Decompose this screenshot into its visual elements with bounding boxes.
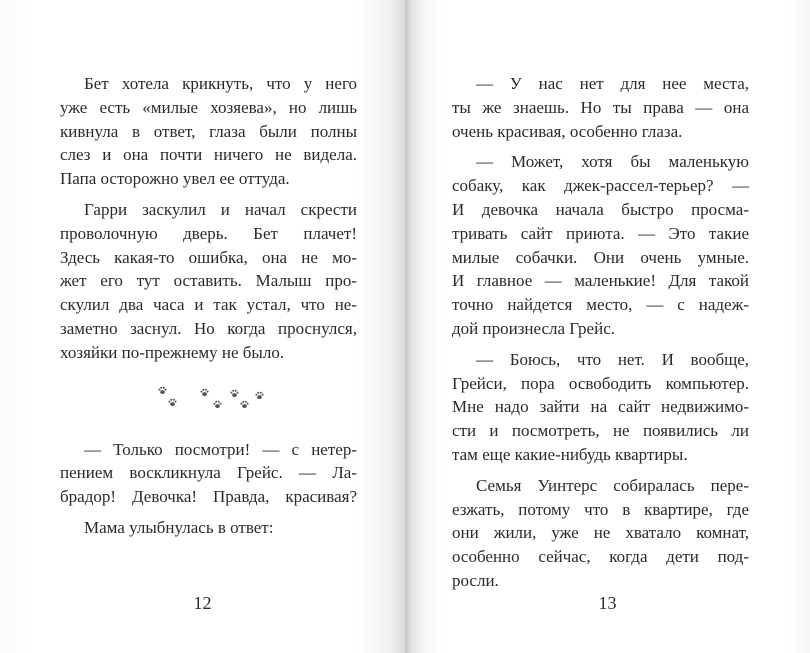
text-line: собаку, как джек-рассел-терьер? — [452, 176, 749, 196]
text-line: — Боюсь, что нет. И вообще, [476, 349, 749, 369]
text-line: пением воскликнула Грейс. — Ла- [60, 463, 357, 483]
text-line: — У нас нет для нее места, [476, 74, 749, 93]
text-line: Грейси, пора освободить компьютер. [452, 373, 749, 393]
text-line: милые собачки. Они очень умные. [452, 247, 749, 267]
text-line: — Только посмотри! — с нетер- [84, 439, 357, 459]
paw-print-icon [200, 382, 209, 391]
text-line: Здесь какая-то ошибка, она не мо- [60, 247, 357, 267]
text-line: заметно заснул. Но когда проснулся, [60, 318, 357, 338]
text-line: Семья Уинтерс собиралась пере- [476, 475, 749, 495]
paw-print-icon [240, 394, 249, 403]
text-line: дой произнесла Грейс. [452, 318, 615, 338]
text-line: тривать сайт приюта. — Это такие [452, 223, 749, 243]
page-number: 12 [193, 593, 212, 613]
paw-print-icon [168, 392, 177, 401]
paw-print-icon [213, 394, 222, 403]
paragraph [60, 198, 357, 365]
page-text [452, 72, 749, 600]
paragraph [60, 72, 357, 191]
paragraph [452, 72, 749, 143]
text-line: росли. [452, 570, 499, 590]
text-line: ты же знаешь. Но ты права — она [452, 97, 749, 117]
paw-print-icon [255, 385, 264, 394]
text-line: Бет хотела крикнуть, что у него [84, 74, 357, 93]
text-line: И главное — маленькие! Для такой [452, 271, 749, 291]
text-line: Папа осторожно увел ее оттуда. [60, 169, 290, 189]
text-line: очень красивая, особенно глаза. [452, 121, 683, 141]
page-text [60, 72, 357, 547]
paragraph [452, 474, 749, 593]
text-line: проволочную дверь. Бет плачет! [60, 223, 357, 243]
paragraph [60, 516, 357, 540]
paw-print-icon [158, 380, 167, 389]
text-line: кивнула в ответ, глаза были полны [60, 121, 357, 141]
text-line: точно найдется место, — с надеж- [452, 295, 749, 315]
text-line: особенно сейчас, когда дети под- [452, 547, 749, 567]
text-line: там еще какие-нибудь квартиры. [452, 444, 688, 464]
paragraph [452, 348, 749, 467]
page-number: 13 [598, 593, 617, 613]
text-line: жет его тут оставить. Малыш про- [60, 271, 357, 291]
text-line: — Может, хотя бы маленькую [476, 152, 749, 172]
text-line: уже есть «милые хозяева», но лишь [60, 97, 357, 117]
paw-prints-separator [60, 372, 357, 420]
text-line: Мне надо зайти на сайт недвижимо- [452, 397, 749, 417]
text-line: скулил два часа и так устал, что не- [60, 295, 357, 315]
text-line: Гарри заскулил и начал скрести [84, 199, 357, 219]
right-page [405, 0, 810, 653]
text-line: сти и посмотреть, не появились ли [452, 421, 749, 441]
paragraph [452, 150, 749, 340]
text-line: И девочка начала быстро просма- [452, 199, 749, 219]
text-line: езжать, потому что в квартире, где [452, 499, 749, 519]
text-line: слез и она почти ничего не видела. [60, 145, 357, 165]
text-line: хозяйки по-прежнему не было. [60, 342, 285, 362]
text-line: они жили, уже не хватало комнат, [452, 523, 749, 543]
text-line: брадор! Девочка! Правда, красивая? [60, 487, 357, 507]
paw-print-icon [230, 383, 239, 392]
paragraph [60, 438, 357, 509]
text-line: Мама улыбнулась в ответ: [84, 517, 274, 537]
